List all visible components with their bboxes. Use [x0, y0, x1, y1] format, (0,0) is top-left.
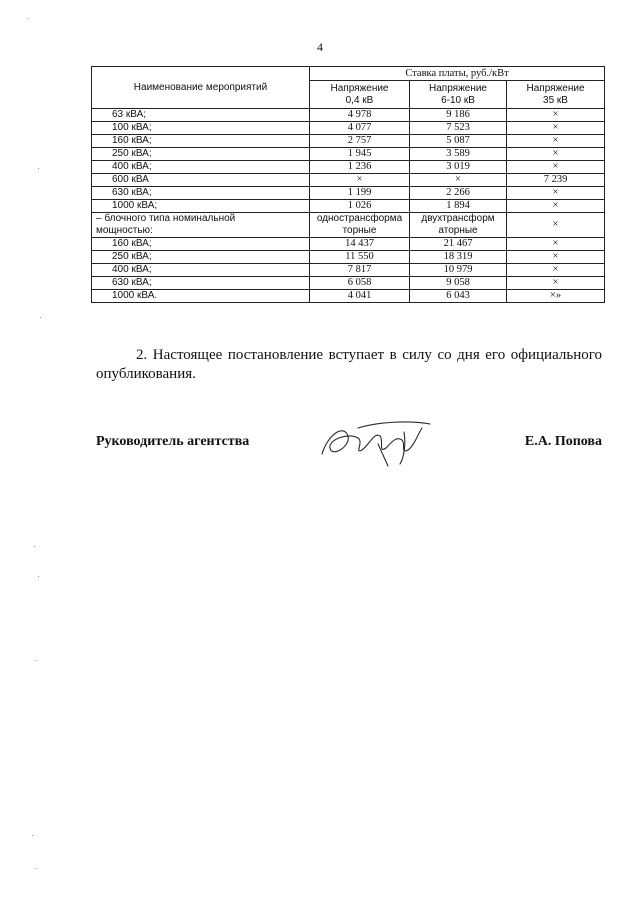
block-type-35: ×: [507, 213, 605, 238]
cell-35: ×: [507, 251, 605, 264]
table-row: [92, 187, 605, 200]
row-name: 630 кВА;: [92, 277, 310, 290]
block-type-610-line1: двухтрансформ: [421, 213, 495, 224]
page-number: 4: [317, 40, 323, 54]
cell-04: 14 437: [310, 238, 410, 251]
tariff-table: [91, 66, 605, 303]
table-row: [92, 135, 605, 148]
cell-04: ×: [310, 174, 410, 187]
row-name: 100 кВА;: [92, 122, 310, 135]
table-row: [92, 161, 605, 174]
cell-04: 4 978: [310, 109, 410, 122]
table-row: [92, 174, 605, 187]
table-row: [92, 290, 605, 303]
row-name: 250 кВА;: [92, 251, 310, 264]
table-row: [92, 122, 605, 135]
block-type-name-line2: мощностью:: [96, 225, 153, 236]
cell-610: ×: [410, 174, 507, 187]
header-voltage-35-line1: Напряжение: [526, 82, 585, 94]
table-row: [92, 238, 605, 251]
block-type-04-line1: однострансформа: [316, 213, 403, 224]
cell-04: 1 236: [310, 161, 410, 174]
cell-610: 18 319: [410, 251, 507, 264]
cell-610: 10 979: [410, 264, 507, 277]
block-type-610: [410, 213, 507, 238]
cell-610: 7 523: [410, 122, 507, 135]
handwritten-signature: [318, 414, 434, 468]
cell-35: ×: [507, 264, 605, 277]
table-row: [92, 109, 605, 122]
cell-610: 21 467: [410, 238, 507, 251]
cell-04: 1 026: [310, 200, 410, 213]
cell-610: 5 087: [410, 135, 507, 148]
block-type-610-line2: аторные: [438, 225, 478, 236]
row-name: 160 кВА;: [92, 238, 310, 251]
cell-35: ×: [507, 122, 605, 135]
cell-610: 2 266: [410, 187, 507, 200]
cell-35: ×: [507, 187, 605, 200]
cell-04: 4 077: [310, 122, 410, 135]
table-row: [92, 264, 605, 277]
cell-610: 3 589: [410, 148, 507, 161]
table-row: [92, 200, 605, 213]
cell-35: ×»: [507, 290, 605, 303]
block-type-04: [310, 213, 410, 238]
cell-35: ×: [507, 135, 605, 148]
cell-610: 6 043: [410, 290, 507, 303]
cell-04: 2 757: [310, 135, 410, 148]
cell-35: ×: [507, 277, 605, 290]
signatory-name: Е.А. Попова: [524, 434, 602, 449]
cell-04: 11 550: [310, 251, 410, 264]
header-voltage-04: [310, 81, 410, 109]
cell-04: 6 058: [310, 277, 410, 290]
header-voltage-35-line2: 35 кВ: [543, 94, 568, 106]
row-name: 1000 кВА;: [92, 200, 310, 213]
row-name: 1000 кВА.: [92, 290, 310, 303]
cell-35: ×: [507, 148, 605, 161]
cell-35: 7 239: [507, 174, 605, 187]
cell-610: 3 019: [410, 161, 507, 174]
cell-35: ×: [507, 238, 605, 251]
header-voltage-610-line2: 6-10 кВ: [441, 94, 475, 106]
cell-610: 9 186: [410, 109, 507, 122]
signatory-title: Руководитель агентства: [96, 434, 250, 449]
row-name: 250 кВА;: [92, 148, 310, 161]
block-type-04-line2: торные: [342, 225, 377, 236]
row-name: 600 кВА: [92, 174, 310, 187]
header-voltage-35: [507, 81, 605, 109]
header-voltage-610-line1: Напряжение: [429, 82, 487, 94]
effective-date-paragraph: 2. Настоящее постановление вступает в силу со дня его официального опубликования.: [96, 347, 602, 382]
table-row: [92, 251, 605, 264]
cell-04: 7 817: [310, 264, 410, 277]
header-rate-group: Ставка платы, руб./кВт: [310, 67, 605, 81]
cell-35: ×: [507, 161, 605, 174]
cell-35: ×: [507, 109, 605, 122]
block-type-name-line1: – блочного типа номинальной: [96, 213, 236, 224]
signature-block: [96, 428, 602, 468]
row-name: 400 кВА;: [92, 264, 310, 277]
table-row: [92, 277, 605, 290]
block-type-name: [92, 213, 310, 238]
table-row: [92, 148, 605, 161]
header-voltage-610: [410, 81, 507, 109]
table-row-block-type: [92, 213, 605, 238]
cell-610: 9 058: [410, 277, 507, 290]
cell-35: ×: [507, 200, 605, 213]
row-name: 400 кВА;: [92, 161, 310, 174]
cell-610: 1 894: [410, 200, 507, 213]
row-name: 160 кВА;: [92, 135, 310, 148]
header-name-col: Наименование мероприятий: [92, 67, 310, 109]
cell-04: 1 199: [310, 187, 410, 200]
cell-04: 1 945: [310, 148, 410, 161]
row-name: 63 кВА;: [92, 109, 310, 122]
row-name: 630 кВА;: [92, 187, 310, 200]
header-voltage-04-line1: Напряжение: [330, 82, 389, 94]
header-voltage-04-line2: 0,4 кВ: [345, 94, 374, 106]
cell-04: 4 041: [310, 290, 410, 303]
